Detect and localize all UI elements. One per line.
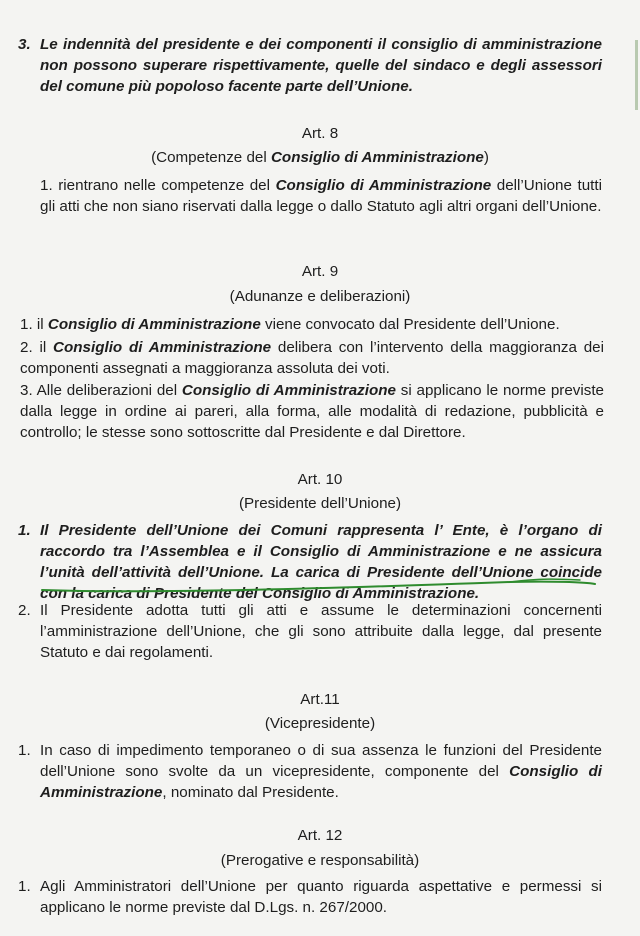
article-8-heading: Art. 8 xyxy=(301,125,339,142)
article-11-paragraph-1: 1. In caso di impedimento temporaneo o di sua assenza le funzioni del Presidente dell’Unione sono svolte da un vicepresidente, componente del Consiglio di Amministrazione, nominato dal Presidente. xyxy=(18,742,602,801)
article-11-heading: Art.11 xyxy=(300,691,340,708)
article-10-heading: Art. 10 xyxy=(297,471,343,488)
pen-underline-mark xyxy=(40,576,600,596)
paragraph-number: 1. xyxy=(18,522,31,539)
paragraph-3 xyxy=(18,34,602,97)
article-10-paragraph-2 xyxy=(18,600,602,663)
article-8-paragraph-1: 1. rientrano nelle competenze del Consiglio di Amministrazione dell’Unione tutti gli atti che non siano riservati dalla legge o dallo Statuto agli altri organi dell’Unione. xyxy=(40,177,602,215)
article-12-subtitle: (Prerogative e responsabilità) xyxy=(220,852,420,869)
article-9-subtitle: (Adunanze e deliberazioni) xyxy=(229,288,411,305)
paragraph-number: 3. xyxy=(18,36,31,53)
paragraph-text: Agli Amministratori dell’Unione per quanto riguarda aspettative e permessi si applicano le norme previste dal D.Lgs. n. 267/2000. xyxy=(40,878,602,916)
paragraph-number: 1. xyxy=(18,878,31,895)
paragraph-text: Il Presidente adotta tutti gli atti e assume le determinazioni concernenti l’amministrazione dell’Unione, che gli sono attribuite dalla legge, dal presente Statuto e dai regolamenti. xyxy=(40,602,602,661)
article-12-paragraph-1 xyxy=(18,876,602,918)
paragraph-text: Le indennità del presidente e dei componenti il consiglio di amministrazione non possono superare rispettivamente, quelle del sindaco e degli assessori del comune più popoloso facente parte dell’Unione. xyxy=(40,36,602,95)
article-9-paragraph-1: 1. il Consiglio di Amministrazione viene convocato dal Presidente dell’Unione. xyxy=(20,316,560,333)
scan-edge-mark xyxy=(635,40,638,110)
paragraph-number: 1. xyxy=(18,742,31,759)
paragraph-number: 2. xyxy=(18,602,31,619)
paragraph-text: Il Presidente dell’Unione dei Comuni rappresenta l’ Ente, è l’organo di raccordo tra l’Assemblea e il Consiglio di Amministrazione e ne assicura l’unità dell’attività dell’Unione. La carica di Presidente dell’Unione coincide con la carica di Presidente del Consiglio di Amministrazione. xyxy=(40,522,602,602)
article-12-heading: Art. 12 xyxy=(297,827,343,844)
article-8-subtitle: (Competenze del Consiglio di Amministrazione) xyxy=(151,149,489,166)
article-9-paragraph-3: 3. Alle deliberazioni del Consiglio di Amministrazione si applicano le norme previste dalla legge in ordine ai pareri, alla forma, alle modalità di redazione, pubblicità e controllo; le stesse sono sottoscritte dal Presidente e dal Direttore. xyxy=(20,382,604,441)
article-10-subtitle: (Presidente dell’Unione) xyxy=(238,495,402,512)
article-9-paragraph-2: 2. il Consiglio di Amministrazione delibera con l’intervento della maggioranza dei componenti assegnati a maggioranza assoluta dei voti. xyxy=(20,339,605,377)
article-11-subtitle: (Vicepresidente) xyxy=(264,715,376,732)
article-9-heading: Art. 9 xyxy=(301,263,339,280)
